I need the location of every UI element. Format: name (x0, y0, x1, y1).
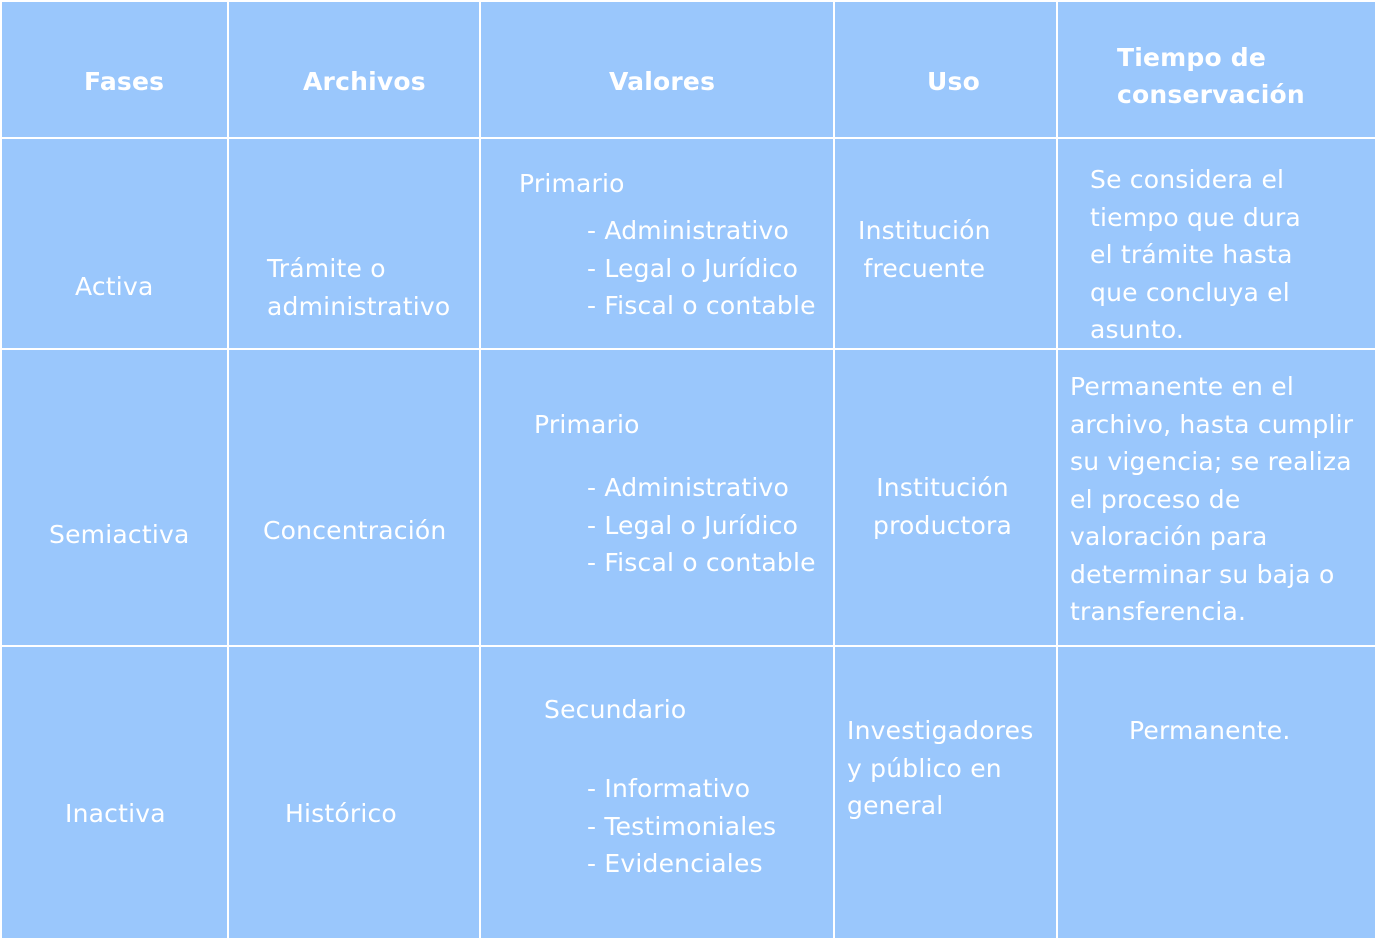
row-activa-uso-cell (835, 139, 1056, 348)
valores-list-inactiva (587, 770, 776, 883)
archivo-activa (267, 250, 450, 325)
row-semiactiva-uso-cell (835, 350, 1056, 645)
uso-activa-line1: Institución (858, 216, 991, 245)
header-cell-fases (2, 2, 227, 137)
archivo-activa-line2: administrativo (267, 291, 451, 321)
tiempo-line: el proceso de (1070, 484, 1241, 514)
valor-tipo-activa: Primario (519, 169, 625, 198)
header-cell-valores (481, 2, 833, 137)
valor-item: - Fiscal o contable (587, 291, 816, 320)
row-semiactiva-fase-cell (2, 350, 227, 645)
valor-item: - Fiscal o contable (587, 548, 816, 577)
row-inactiva-valores-cell (481, 647, 833, 938)
valores-list-semiactiva (587, 469, 816, 582)
row-activa-valores-cell (481, 139, 833, 348)
tiempo-line: Se considera el (1090, 165, 1285, 194)
valor-tipo-semiactiva: Primario (534, 410, 640, 439)
valor-item: - Legal o Jurídico (587, 253, 799, 283)
row-inactiva-archivo-cell (229, 647, 479, 938)
uso-line: y público en (847, 753, 1002, 783)
tiempo-line: tiempo que dura (1090, 202, 1301, 232)
uso-semiactiva-line2: productora (873, 510, 1013, 540)
row-activa-tiempo-cell (1058, 139, 1375, 348)
valor-item: - Informativo (587, 774, 751, 803)
uso-activa (858, 212, 991, 287)
header-fases: Fases (84, 67, 165, 96)
row-inactiva-tiempo-cell (1058, 647, 1375, 938)
row-inactiva-uso-cell (835, 647, 1056, 938)
tiempo-line: su vigencia; se realiza (1070, 447, 1352, 476)
tiempo-line: archivo, hasta cumplir (1070, 409, 1354, 439)
header-cell-tiempo (1058, 2, 1375, 137)
uso-line: general (847, 791, 944, 820)
tiempo-line: determinar su baja o (1070, 559, 1335, 589)
valor-item: - Testimoniales (587, 811, 777, 841)
uso-semiactiva-line1: Institución (876, 473, 1009, 502)
archivo-semiactiva: Concentración (263, 516, 447, 545)
header-tiempo (1117, 39, 1305, 113)
header-valores: Valores (609, 67, 716, 96)
uso-inactiva (847, 712, 1033, 825)
row-activa-archivo-cell (229, 139, 479, 348)
tiempo-inactiva: Permanente. (1129, 716, 1291, 745)
row-semiactiva-tiempo-cell (1058, 350, 1375, 645)
tiempo-line: el trámite hasta (1090, 240, 1293, 269)
valores-list-activa (587, 212, 816, 325)
valor-item: - Evidenciales (587, 849, 763, 878)
row-semiactiva-valores-cell (481, 350, 833, 645)
valor-item: - Administrativo (587, 473, 790, 502)
fase-semiactiva: Semiactiva (49, 520, 190, 549)
row-inactiva-fase-cell (2, 647, 227, 938)
uso-line: Investigadores (847, 716, 1034, 745)
tiempo-line: Permanente en el (1070, 372, 1294, 401)
header-archivos: Archivos (303, 67, 426, 96)
uso-semiactiva (873, 469, 1012, 544)
uso-activa-line2: frecuente (863, 253, 986, 283)
archivo-activa-line1: Trámite o (267, 254, 386, 283)
archivo-inactiva: Histórico (285, 799, 397, 828)
row-semiactiva-archivo-cell (229, 350, 479, 645)
tiempo-line: valoración para (1070, 522, 1268, 551)
tiempo-semiactiva (1070, 368, 1353, 631)
fase-inactiva: Inactiva (65, 799, 166, 828)
tiempo-activa (1090, 161, 1301, 349)
valor-item: - Legal o Jurídico (587, 510, 799, 540)
tiempo-line: asunto. (1090, 315, 1185, 344)
header-tiempo-line2: conservación (1117, 80, 1305, 109)
valor-tipo-inactiva: Secundario (544, 695, 687, 724)
tiempo-line: que concluya el (1090, 277, 1290, 307)
fase-activa: Activa (75, 272, 154, 301)
header-uso: Uso (927, 67, 980, 96)
header-cell-uso (835, 2, 1056, 137)
header-tiempo-line1: Tiempo de (1117, 43, 1267, 72)
row-activa-fase-cell (2, 139, 227, 348)
header-cell-archivos (229, 2, 479, 137)
valor-item: - Administrativo (587, 216, 790, 245)
tiempo-line: transferencia. (1070, 597, 1247, 626)
